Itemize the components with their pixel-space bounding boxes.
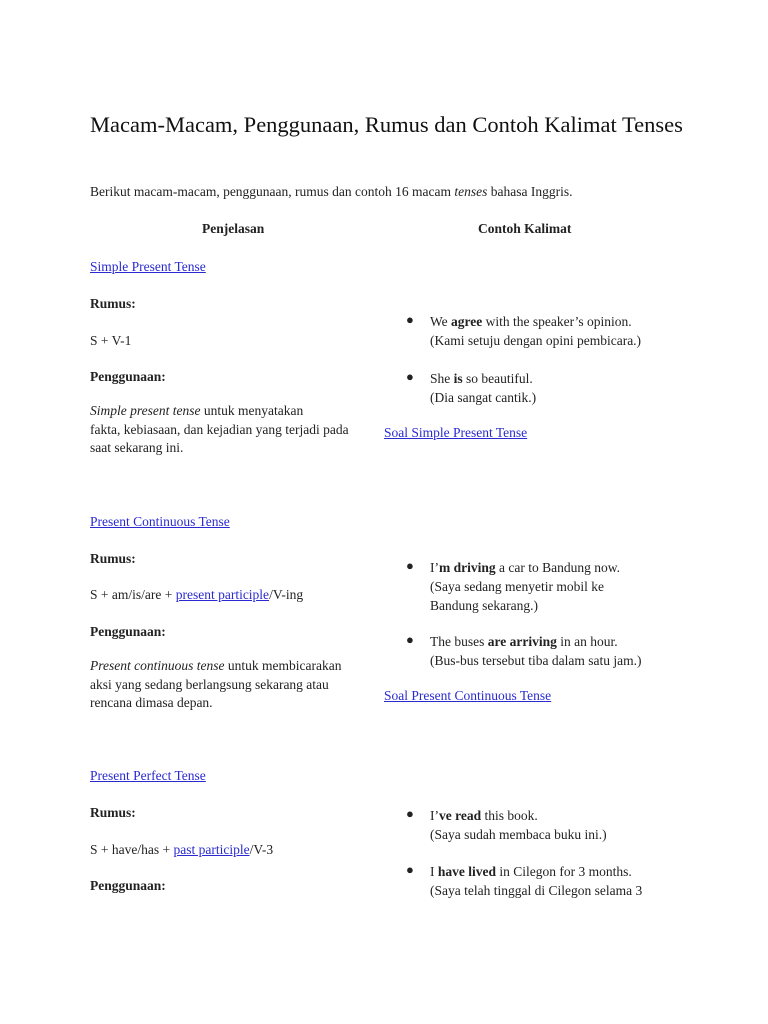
header-penjelasan: Penjelasan: [202, 221, 265, 236]
present-participle-link[interactable]: present participle: [175, 587, 270, 602]
example-translation: (Dia sangat cantik.): [430, 390, 537, 405]
link-present-perfect-tense[interactable]: Present Perfect Tense: [90, 768, 206, 783]
example-post: so beautiful.: [462, 371, 533, 386]
bullet-icon: ●: [406, 632, 414, 647]
example-item: [430, 806, 607, 844]
example-post: with the speaker’s opinion.: [482, 314, 632, 329]
example-pre: We: [430, 314, 452, 329]
example-verb: is: [453, 371, 463, 386]
rumus-label: Rumus:: [90, 296, 136, 311]
formula-pre: S + have/has +: [90, 842, 174, 857]
bullet-icon: ●: [406, 806, 414, 821]
example-post: a car to Bandung now.: [495, 560, 620, 575]
soal-simple-present-link[interactable]: Soal Simple Present Tense: [384, 425, 528, 440]
intro-pre: Berikut macam-macam, penggunaan, rumus dan contoh 16 macam: [90, 184, 455, 199]
bullet-icon: ●: [406, 312, 414, 327]
example-post: this book.: [481, 808, 538, 823]
example-item: [430, 558, 620, 615]
formula: S + V-1: [90, 333, 132, 348]
intro-italic: tenses: [454, 184, 488, 199]
penggunaan-label: Penggunaan:: [90, 369, 166, 384]
bullet-icon: ●: [406, 369, 414, 384]
penggunaan-label: Penggunaan:: [90, 624, 166, 639]
bullet-icon: ●: [406, 862, 414, 877]
penggunaan-label: Penggunaan:: [90, 878, 166, 893]
bullet-icon: ●: [406, 558, 414, 573]
example-pre: I’: [430, 560, 439, 575]
formula-pre: S + am/is/are +: [90, 587, 176, 602]
example-verb: are arriving: [487, 634, 557, 649]
rumus-label: Rumus:: [90, 551, 136, 566]
example-translation: Bandung sekarang.): [430, 598, 538, 613]
intro-post: bahasa Inggris.: [487, 184, 573, 199]
intro-text: [90, 183, 573, 201]
rumus-label: Rumus:: [90, 805, 136, 820]
example-pre: I: [430, 864, 438, 879]
example-item: [430, 862, 642, 900]
formula: [90, 841, 273, 859]
example-translation: (Saya sudah membaca buku ini.): [430, 827, 607, 842]
example-verb: have lived: [437, 864, 497, 879]
usage-text: untuk membicarakan: [224, 658, 342, 673]
example-pre: I’: [430, 808, 439, 823]
example-translation: (Kami setuju dengan opini pembicara.): [430, 333, 642, 348]
example-verb: agree: [451, 314, 483, 329]
example-post: in an hour.: [556, 634, 618, 649]
example-pre: The buses: [430, 634, 488, 649]
formula: [90, 586, 303, 604]
usage-line: rencana dimasa depan.: [90, 695, 213, 710]
link-simple-present-tense[interactable]: Simple Present Tense: [90, 259, 206, 274]
page-title: Macam-Macam, Penggunaan, Rumus dan Contoh Kalimat Tenses: [90, 112, 683, 137]
usage-line: saat sekarang ini.: [90, 440, 184, 455]
usage-line: aksi yang sedang berlangsung sekarang atau: [90, 677, 329, 692]
usage-line: fakta, kebiasaan, dan kejadian yang terjadi pada: [90, 422, 349, 437]
soal-present-continuous-link[interactable]: Soal Present Continuous Tense: [384, 688, 552, 703]
example-post: in Cilegon for 3 months.: [496, 864, 632, 879]
example-translation: (Saya telah tinggal di Cilegon selama 3: [430, 883, 643, 898]
example-item: [430, 369, 536, 407]
link-present-continuous-tense[interactable]: Present Continuous Tense: [90, 514, 230, 529]
usage-line: [90, 402, 303, 420]
past-participle-link[interactable]: past participle: [173, 842, 250, 857]
usage-italic: Present continuous tense: [90, 658, 225, 673]
example-item: [430, 312, 641, 350]
example-verb: ve read: [439, 808, 482, 823]
usage-line: [90, 657, 341, 675]
formula-post: /V-ing: [269, 587, 304, 602]
example-pre: She: [430, 371, 454, 386]
example-translation: (Bus-bus tersebut tiba dalam satu jam.): [430, 653, 642, 668]
example-item: [430, 632, 641, 670]
formula-post: /V-3: [249, 842, 274, 857]
example-translation: (Saya sedang menyetir mobil ke: [430, 579, 604, 594]
example-verb: m driving: [439, 560, 496, 575]
header-contoh-kalimat: Contoh Kalimat: [478, 221, 572, 236]
usage-text: untuk menyatakan: [200, 403, 304, 418]
usage-italic: Simple present tense: [90, 403, 201, 418]
